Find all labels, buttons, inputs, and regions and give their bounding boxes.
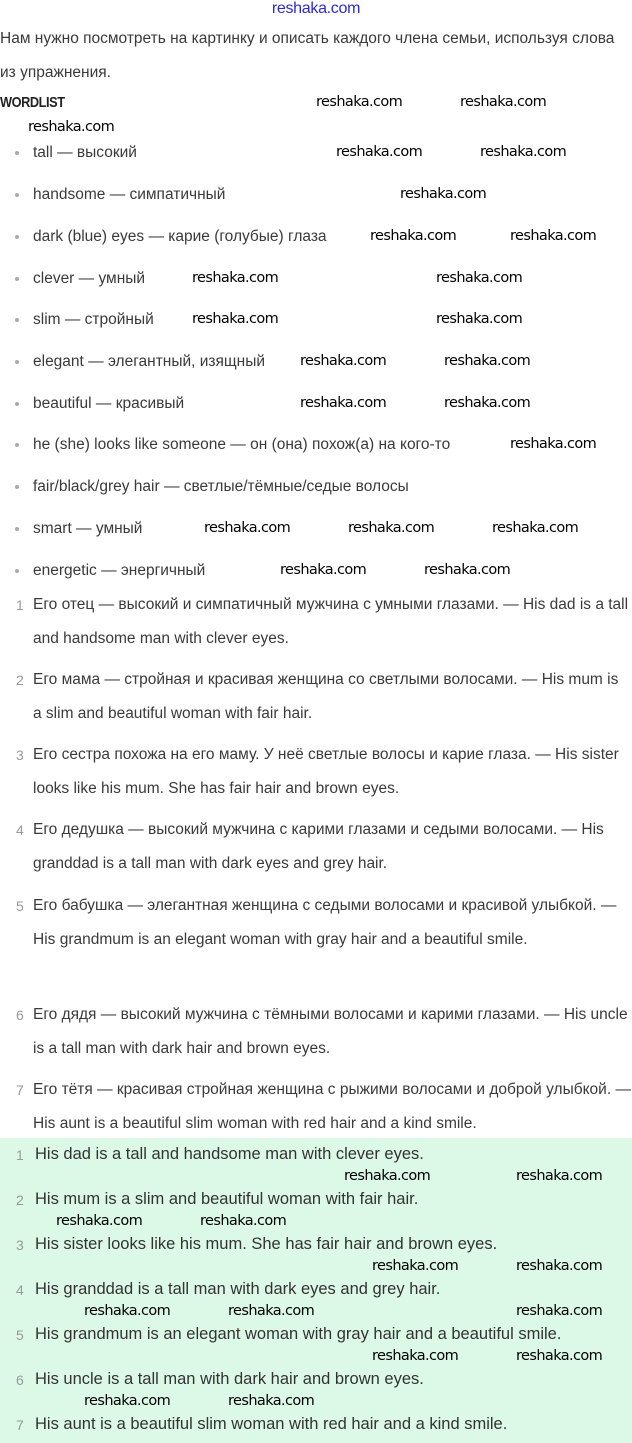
bullet-icon: [15, 569, 19, 573]
bullet-icon: [15, 235, 19, 239]
watermark-text: reshaka.com: [372, 1348, 459, 1364]
watermark-text: reshaka.com: [228, 1393, 315, 1409]
watermark-text: reshaka.com: [370, 228, 457, 244]
sentence-number: 5: [16, 898, 24, 914]
sentence-number: 1: [16, 597, 24, 613]
wordlist-item: [15, 186, 225, 204]
answer-text: His sister looks like his mum. She has fair hair and brown eyes.: [35, 1235, 498, 1253]
watermark-text: reshaka.com: [192, 270, 279, 286]
bullet-icon: [15, 151, 19, 155]
wordlist-item: [15, 520, 142, 538]
watermark-text: reshaka.com: [300, 395, 387, 411]
watermark-text: reshaka.com: [84, 1393, 171, 1409]
watermark-text: reshaka.com: [516, 1303, 603, 1319]
watermark-text: reshaka.com: [400, 186, 487, 202]
answer-text: His aunt is a beautiful slim woman with red hair and a kind smile.: [35, 1415, 508, 1433]
answer-number: 7: [16, 1417, 24, 1433]
watermark-text: reshaka.com: [200, 1213, 287, 1229]
bullet-icon: [15, 277, 19, 281]
answer-number: 4: [16, 1282, 24, 1298]
bullet-icon: [15, 485, 19, 489]
watermark-text: reshaka.com: [444, 353, 531, 369]
wordlist-item-text: slim — стройный: [33, 311, 154, 328]
wordlist-item-text: beautiful — красивый: [33, 395, 185, 412]
wordlist-item: [15, 353, 265, 371]
bullet-icon: [15, 318, 19, 322]
wordlist-item: [15, 395, 184, 413]
watermark-text: reshaka.com: [460, 94, 547, 110]
watermark-text: reshaka.com: [480, 144, 567, 160]
sentence-text: Его дедушка — высокий мужчина с карими глазами и седыми волосами. — His granddad is a tall man with dark eyes and grey hair.: [33, 821, 604, 872]
bullet-icon: [15, 443, 19, 447]
sentence-text: Его сестра похожа на его маму. У неё светлые волосы и карие глаза. — His sister looks like his mum. She has fair hair and brown eyes.: [33, 746, 619, 797]
watermark-text: reshaka.com: [372, 1258, 459, 1274]
wordlist-item-text: elegant — элегантный, изящный: [33, 353, 266, 370]
wordlist-item-text: handsome — симпатичный: [33, 186, 226, 203]
watermark-text: reshaka.com: [192, 311, 279, 327]
answer-number: 6: [16, 1372, 24, 1388]
bullet-icon: [15, 193, 19, 197]
watermark-text: reshaka.com: [510, 436, 597, 452]
watermark-text: reshaka.com: [316, 94, 403, 110]
wordlist-item: [15, 228, 327, 246]
watermark-text: reshaka.com: [516, 1258, 603, 1274]
bullet-icon: [15, 527, 19, 531]
sentence-number: 6: [16, 1007, 24, 1023]
watermark-text: reshaka.com: [444, 395, 531, 411]
bullet-icon: [15, 402, 19, 406]
wordlist-heading: WORDLIST: [0, 94, 65, 111]
wordlist-item-text: clever — умный: [33, 270, 146, 287]
watermark-text: reshaka.com: [492, 520, 579, 536]
answer-text: His dad is a tall and handsome man with clever eyes.: [35, 1145, 424, 1163]
wordlist-item: [15, 436, 450, 454]
watermark-text: reshaka.com: [424, 562, 511, 578]
watermark-text: reshaka.com: [516, 1348, 603, 1364]
wordlist-item-text: smart — умный: [33, 520, 143, 537]
watermark-text: reshaka.com: [436, 311, 523, 327]
answer-text: His uncle is a tall man with dark hair and brown eyes.: [35, 1370, 424, 1388]
wordlist-item-text: he (she) looks like someone — он (она) похож(а) на кого-то: [33, 436, 451, 453]
watermark-text: reshaka.com: [336, 144, 423, 160]
wordlist-item: [15, 311, 154, 329]
wordlist-item-text: tall — высокий: [33, 144, 137, 161]
watermark-text: reshaka.com: [300, 353, 387, 369]
wordlist-item-text: energetic — энергичный: [33, 562, 206, 579]
wordlist-item: [15, 270, 145, 288]
sentence-number: 7: [16, 1082, 24, 1098]
answer-number: 2: [16, 1192, 24, 1208]
answer-number: 1: [16, 1147, 24, 1163]
watermark-text: reshaka.com: [510, 228, 597, 244]
watermark-text: reshaka.com: [516, 1168, 603, 1184]
watermark-text: reshaka.com: [436, 270, 523, 286]
sentence-text: Его дядя — высокий мужчина с тёмными волосами и карими глазами. — His uncle is a tall man with dark hair and brown eyes.: [33, 1006, 628, 1057]
answer-number: 3: [16, 1237, 24, 1253]
answer-text: His mum is a slim and beautiful woman with fair hair.: [35, 1190, 419, 1208]
answer-text: His grandmum is an elegant woman with gray hair and a beautiful smile.: [35, 1325, 562, 1343]
wordlist-item: [15, 144, 137, 162]
wordlist-item-text: fair/black/grey hair — светлые/тёмные/седые волосы: [33, 478, 409, 495]
intro-text: Нам нужно посмотреть на картинку и описать каждого члена семьи, используя слова из упражнения.: [0, 30, 615, 81]
wordlist-item: [15, 562, 205, 580]
watermark-text: reshaka.com: [228, 1303, 315, 1319]
watermark-text: reshaka.com: [348, 520, 435, 536]
site-link[interactable]: reshaka.com: [271, 0, 361, 17]
sentence-number: 2: [16, 672, 24, 688]
watermark-text: reshaka.com: [56, 1213, 143, 1229]
watermark-text: reshaka.com: [84, 1303, 171, 1319]
watermark-text: reshaka.com: [280, 562, 367, 578]
watermark-text: reshaka.com: [28, 119, 115, 135]
wordlist-item-text: dark (blue) eyes — карие (голубые) глаза: [33, 228, 327, 245]
sentence-number: 4: [16, 822, 24, 838]
sentence-text: Его тётя — красивая стройная женщина с рыжими волосами и доброй улыбкой. — His aunt is a beautiful slim woman with red hair and a kind smile.: [33, 1081, 631, 1132]
wordlist-item: [15, 478, 409, 496]
answer-number: 5: [16, 1327, 24, 1343]
sentence-text: Его отец — высокий и симпатичный мужчина с умными глазами. — His dad is a tall and handsome man with clever eyes.: [33, 596, 629, 647]
bullet-icon: [15, 360, 19, 364]
sentence-text: Его бабушка — элегантная женщина с седыми волосами и красивой улыбкой. — His grandmum is an elegant woman with gray hair and a beautiful smile.: [33, 897, 617, 948]
sentence-number: 3: [16, 747, 24, 763]
sentence-text: Его мама — стройная и красивая женщина со светлыми волосами. — His mum is a slim and beautiful woman with fair hair.: [33, 671, 619, 722]
watermark-text: reshaka.com: [344, 1168, 431, 1184]
answer-text: His granddad is a tall man with dark eyes and grey hair.: [35, 1280, 441, 1298]
watermark-text: reshaka.com: [204, 520, 291, 536]
